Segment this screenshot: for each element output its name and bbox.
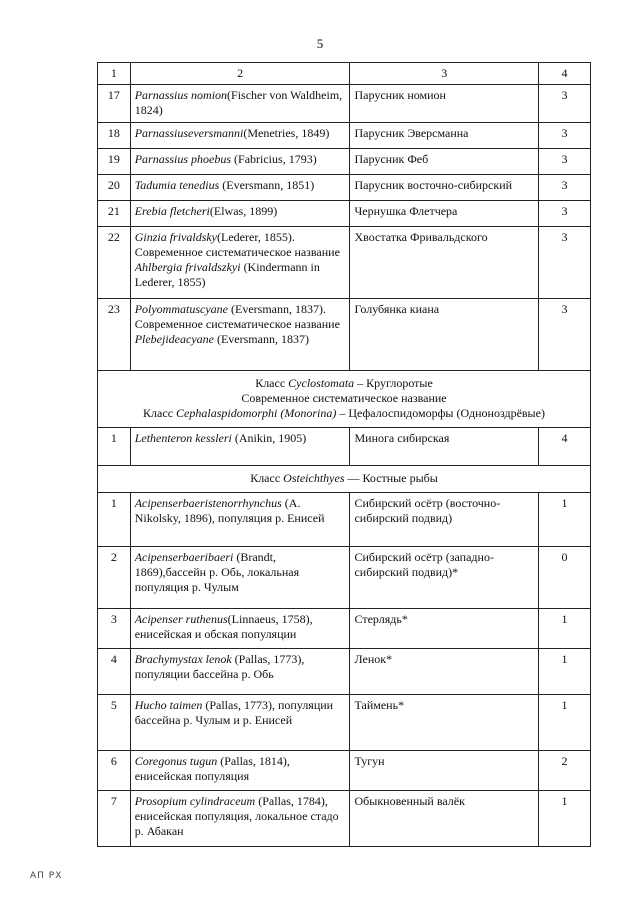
status-category: 3 — [538, 201, 590, 227]
header-col-3: 3 — [350, 63, 538, 85]
table-row — [98, 149, 591, 175]
row-number: 1 — [98, 493, 131, 547]
modern-name-note: Современное систематическое название — [134, 317, 340, 331]
table-row — [98, 751, 591, 791]
row-number: 4 — [98, 649, 131, 695]
author-citation: (Anikin, 1905) — [231, 431, 307, 445]
russian-name: Стерлядь* — [350, 609, 538, 649]
modern-class-line: Класс Cephalaspidomorphi (Monorina) – Цефалоспидоморфы (Одноноздрёвые) — [143, 406, 545, 420]
class-section-cell: Класс Osteichthyes — Костные рыбы — [98, 466, 591, 493]
row-number: 19 — [98, 149, 131, 175]
page-number: 5 — [316, 36, 324, 51]
latin-name: Ginzia frivaldsky — [134, 230, 218, 244]
author-citation: (Linnaeus, 1758), енисейская и обская популяции — [134, 612, 313, 641]
russian-name: Голубянка киана — [350, 299, 538, 371]
author-citation: (Pallas, 1784), енисейская популяция, локальное стадо р. Абакан — [134, 794, 339, 838]
latin-name: Polyommatuscyane — [134, 302, 228, 316]
latin-name: Tadumia tenedius — [134, 178, 220, 192]
latin-name-cell — [130, 493, 350, 547]
row-number: 5 — [98, 695, 131, 751]
modern-class-latin-name: Cephalaspidomorphi (Monorina) — [176, 406, 337, 420]
latin-name: Parnassius nomion — [134, 88, 228, 102]
russian-name: Сибирский осётр (западно-сибирский подвид)* — [350, 547, 538, 609]
header-col-2: 2 — [130, 63, 350, 85]
row-number: 17 — [98, 85, 131, 123]
status-category: 1 — [538, 493, 590, 547]
latin-name-cell — [130, 791, 350, 847]
class-section-header — [98, 466, 591, 493]
class-title-line: Класс Cyclostomata – Круглоротые — [255, 376, 433, 390]
status-category: 1 — [538, 791, 590, 847]
russian-name: Чернушка Флетчера — [350, 201, 538, 227]
table-row — [98, 547, 591, 609]
latin-name: Lethenteron kessleri — [134, 431, 232, 445]
class-section-header — [98, 371, 591, 428]
author-citation: (Pallas, 1773), популяции бассейна р. Обь — [134, 652, 305, 681]
author-citation: (Pallas, 1773), популяции бассейна р. Чулым и р. Енисей — [134, 698, 334, 727]
row-number: 7 — [98, 791, 131, 847]
latin-name: Parnassius phoebus — [134, 152, 232, 166]
table-row — [98, 695, 591, 751]
author-citation: (Eversmann, 1837). — [228, 302, 326, 316]
latin-name-cell — [130, 175, 350, 201]
latin-name-cell — [130, 547, 350, 609]
russian-name: Парусник восточно-сибирский — [350, 175, 538, 201]
row-number: 20 — [98, 175, 131, 201]
latin-name-cell — [130, 201, 350, 227]
status-category: 0 — [538, 547, 590, 609]
row-number: 22 — [98, 227, 131, 299]
latin-name: Acipenserbaeribaeri — [134, 550, 234, 564]
author-citation: (Lederer, 1855). — [217, 230, 295, 244]
author-citation: (Menetries, 1849) — [243, 126, 330, 140]
latin-name: Acipenserbaeristenorrhynchus — [134, 496, 282, 510]
russian-name: Парусник Эверсманна — [350, 123, 538, 149]
latin-name-cell — [130, 649, 350, 695]
latin-name: Parnassiuseversmanni — [134, 126, 244, 140]
class-latin-name: Cyclostomata — [288, 376, 355, 390]
table-row — [98, 175, 591, 201]
table-row — [98, 227, 591, 299]
russian-name: Таймень* — [350, 695, 538, 751]
author-citation: (Fabricius, 1793) — [231, 152, 317, 166]
latin-name-cell — [130, 85, 350, 123]
status-category: 3 — [538, 299, 590, 371]
russian-name: Тугун — [350, 751, 538, 791]
latin-name-cell — [130, 695, 350, 751]
russian-name: Парусник номион — [350, 85, 538, 123]
status-category: 3 — [538, 227, 590, 299]
modern-name-line: Современное систематическое название — [241, 391, 447, 405]
author-citation: (Pallas, 1814), енисейская популяция — [134, 754, 290, 783]
table-row — [98, 493, 591, 547]
header-col-1: 1 — [98, 63, 131, 85]
table-header-row — [98, 63, 591, 85]
author-citation: (A. Nikolsky, 1896), популяция р. Енисей — [134, 496, 325, 525]
author-citation: (Fischer von Waldheim, 1824) — [134, 88, 343, 117]
latin-name: Prosopium cylindraceum — [134, 794, 256, 808]
class-section-cell — [98, 371, 591, 428]
latin-name: Hucho taimen — [134, 698, 203, 712]
latin-name-cell — [130, 123, 350, 149]
row-number: 23 — [98, 299, 131, 371]
table-row — [98, 428, 591, 466]
class-latin-name: Osteichthyes — [283, 471, 345, 485]
author-citation: (Brandt, 1869),бассейн р. Обь, локальная популяция р. Чулым — [134, 550, 300, 594]
header-col-4: 4 — [538, 63, 590, 85]
status-category: 4 — [538, 428, 590, 466]
row-number: 6 — [98, 751, 131, 791]
russian-name: Минога сибирская — [350, 428, 538, 466]
latin-name-cell — [130, 609, 350, 649]
latin-name-cell — [130, 299, 350, 371]
russian-name: Хвостатка Фривальдского — [350, 227, 538, 299]
status-category: 3 — [538, 149, 590, 175]
table-row — [98, 791, 591, 847]
footer-stamp: АП РХ — [30, 871, 63, 881]
author-citation: (Elwas, 1899) — [209, 204, 278, 218]
latin-name-cell — [130, 751, 350, 791]
species-table — [97, 62, 591, 847]
row-number: 2 — [98, 547, 131, 609]
status-category: 1 — [538, 695, 590, 751]
status-category: 1 — [538, 609, 590, 649]
latin-name-cell — [130, 149, 350, 175]
table-row — [98, 609, 591, 649]
latin-name: Acipenser ruthenus — [134, 612, 228, 626]
latin-name: Erebia fletcheri — [134, 204, 210, 218]
russian-name: Ленок* — [350, 649, 538, 695]
row-number: 3 — [98, 609, 131, 649]
table-row — [98, 201, 591, 227]
table-row — [98, 85, 591, 123]
latin-name-cell — [130, 227, 350, 299]
author-citation: (Eversmann, 1851) — [219, 178, 315, 192]
russian-name: Обыкновенный валёк — [350, 791, 538, 847]
status-category: 3 — [538, 85, 590, 123]
modern-latin-name: Ahlbergia frivaldszkyi — [134, 260, 241, 274]
russian-name: Сибирский осётр (восточно-сибирский подвид) — [350, 493, 538, 547]
table-row — [98, 649, 591, 695]
russian-name: Парусник Феб — [350, 149, 538, 175]
row-number: 18 — [98, 123, 131, 149]
table-row — [98, 299, 591, 371]
modern-latin-name: Plebejideacyane — [134, 332, 214, 346]
status-category: 3 — [538, 123, 590, 149]
status-category: 1 — [538, 649, 590, 695]
row-number: 21 — [98, 201, 131, 227]
latin-name: Coregonus tugun — [134, 754, 218, 768]
modern-name-note: Современное систематическое название — [134, 245, 340, 259]
status-category: 2 — [538, 751, 590, 791]
modern-author-citation: (Kindermann in Lederer, 1855) — [134, 260, 320, 289]
table-row — [98, 123, 591, 149]
latin-name-cell — [130, 428, 350, 466]
modern-author-citation: (Eversmann, 1837) — [213, 332, 309, 346]
status-category: 3 — [538, 175, 590, 201]
row-number: 1 — [98, 428, 131, 466]
latin-name: Brachymystax lenok — [134, 652, 232, 666]
